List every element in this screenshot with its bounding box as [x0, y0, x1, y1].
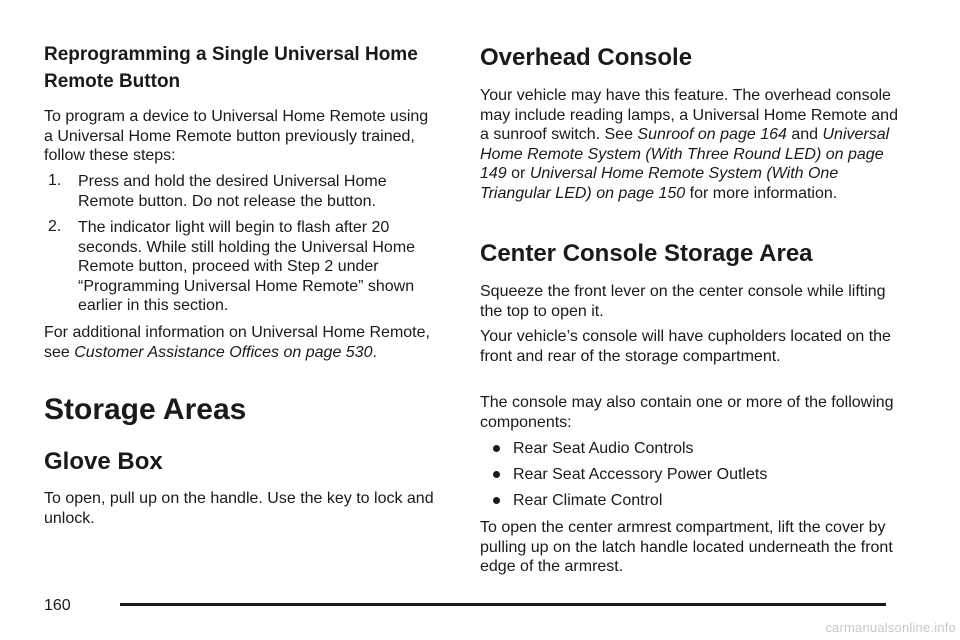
step-text: Press and hold the desired Universal Home Remote button. Do not release the button. — [78, 173, 387, 210]
home-remote-one-led-link[interactable]: Universal Home Remote System (With One Triangular LED) on page 150 — [480, 165, 839, 202]
glove-box-heading: Glove Box — [44, 448, 163, 475]
list-item-text: Rear Seat Audio Controls — [513, 440, 694, 457]
bullet-icon — [493, 445, 500, 452]
watermark: carmanualsonline.info — [825, 620, 956, 635]
overhead-console-text — [480, 86, 900, 203]
additional-info-end: . — [372, 343, 377, 361]
page-number: 160 — [44, 597, 71, 614]
center-console-para-3: The console may also contain one or more of the following components: — [480, 394, 894, 431]
list-item-text: Rear Seat Accessory Power Outlets — [513, 466, 768, 483]
list-item — [480, 465, 900, 485]
reprogramming-intro: To program a device to Universal Home Remote using a Universal Home Remote button previously trained, follow these steps: — [44, 108, 429, 164]
step-text: The indicator light will begin to flash after 20 seconds. While still holding the Universal Home Remote button, proceed with Step 2 under “Programming Universal Home Remote” shown earlier in this section. — [78, 219, 416, 314]
list-item — [480, 439, 900, 459]
additional-info-text: For additional information on Universal Home Remote, see — [44, 324, 430, 361]
additional-info — [44, 323, 439, 362]
list-item — [480, 491, 900, 511]
center-console-para-1: Squeeze the front lever on the center console while lifting the top to open it. — [480, 283, 886, 320]
overhead-text-end: for more information. — [685, 184, 838, 202]
customer-assistance-link[interactable]: Customer Assistance Offices on page 530 — [74, 343, 373, 361]
storage-areas-heading: Storage Areas — [44, 393, 247, 426]
step-item — [48, 218, 439, 316]
overhead-text-start: Your vehicle may have this feature. The overhead console may include reading lamps, a Universal Home Remote and a sunroof switch. See — [480, 87, 898, 143]
bullet-icon — [493, 471, 500, 478]
list-item-text: Rear Climate Control — [513, 492, 663, 509]
glove-box-text: To open, pull up on the handle. Use the key to lock and unlock. — [44, 490, 434, 527]
center-console-para-2: Your vehicle’s console will have cupholders located on the front and rear of the storage compartment. — [480, 328, 891, 365]
overhead-console-heading: Overhead Console — [480, 44, 693, 71]
step-number: 2. — [48, 218, 62, 235]
step-number: 1. — [48, 172, 62, 189]
footer-divider — [120, 603, 886, 606]
step-item — [48, 172, 439, 211]
bullet-icon — [493, 497, 500, 504]
overhead-text-or: or — [506, 165, 530, 182]
sunroof-link[interactable]: Sunroof on page 164 — [637, 126, 787, 143]
center-console-para-4: To open the center armrest compartment, lift the cover by pulling up on the latch handle located underneath the front edge of the armrest. — [480, 519, 893, 575]
center-console-heading: Center Console Storage Area — [480, 240, 813, 267]
overhead-text-and: and — [786, 126, 823, 143]
reprogramming-heading: Reprogramming a Single Universal Home Remote Button — [44, 44, 418, 92]
home-remote-three-led-link[interactable]: Universal Home Remote System (With Three Round LED) on page 149 — [480, 126, 890, 182]
